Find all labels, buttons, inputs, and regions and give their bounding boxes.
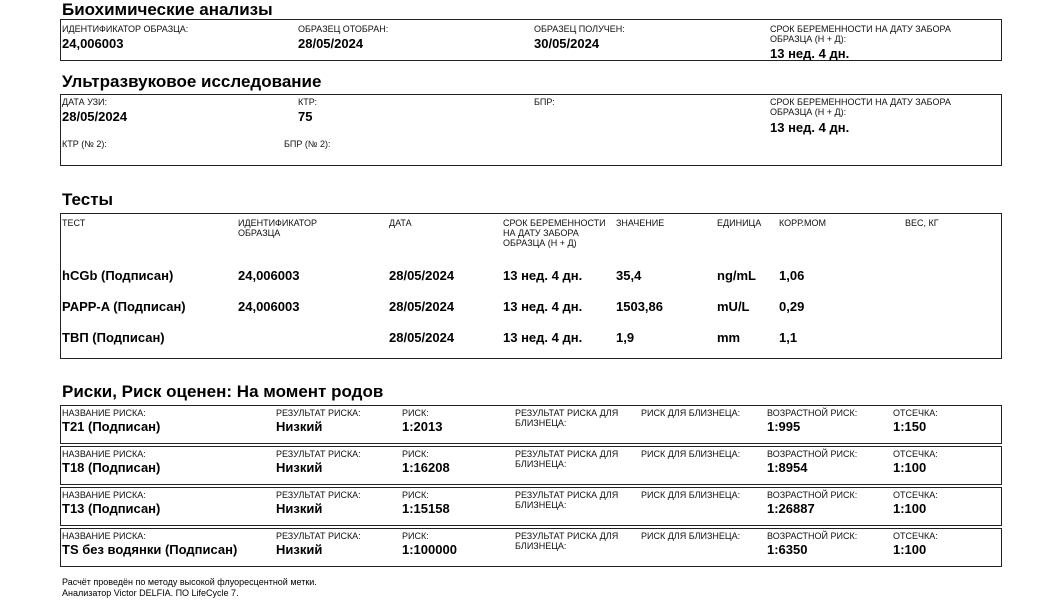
twin-result-label: РЕЗУЛЬТАТ РИСКА ДЛЯ БЛИЗНЕЦА: (515, 449, 619, 469)
th-sample-id: ИДЕНТИФИКАТОР ОБРАЗЦА (238, 218, 317, 238)
age-risk-label: ВОЗРАСТНОЙ РИСК: (767, 490, 858, 500)
risk-result-label: РЕЗУЛЬТАТ РИСКА: (276, 408, 361, 418)
test-mom: 1,06 (779, 268, 805, 283)
footer-analyzer: Анализатор Victor DELFIA. ПО LifeCycle 7. (62, 588, 239, 598)
sample-id-value: 24,006003 (62, 36, 124, 51)
tests-table (60, 213, 1002, 359)
risk-value: 1:2013 (402, 419, 443, 434)
risk-value: 1:15158 (402, 501, 450, 516)
us-date-label: ДАТА УЗИ: (62, 97, 108, 107)
test-date: 28/05/2024 (389, 299, 455, 314)
age-risk-value: 1:26887 (767, 501, 815, 516)
age-risk-value: 1:8954 (767, 460, 808, 475)
age-risk-value: 1:995 (767, 419, 801, 434)
test-sample-id: 24,006003 (238, 268, 300, 283)
twin-risk-label: РИСК ДЛЯ БЛИЗНЕЦА: (641, 408, 741, 418)
risk-row (60, 405, 1002, 444)
risk-result: Низкий (276, 460, 323, 475)
ga-value: 13 нед. 4 дн. (770, 46, 850, 61)
risk-label: РИСК: (402, 408, 429, 418)
twin-result-label: РЕЗУЛЬТАТ РИСКА ДЛЯ БЛИЗНЕЦА: (515, 531, 619, 551)
age-risk-value: 1:6350 (767, 542, 808, 557)
ga-label: СРОК БЕРЕМЕННОСТИ НА ДАТУ ЗАБОРА ОБРАЗЦА (Н + Д): (770, 24, 951, 44)
cutoff-value: 1:100 (893, 542, 927, 557)
age-risk-label: ВОЗРАСТНОЙ РИСК: (767, 531, 858, 541)
cutoff-label: ОТСЕЧКА: (893, 490, 938, 500)
bpr-label: БПР: (534, 97, 555, 107)
us-date-value: 28/05/2024 (62, 109, 128, 124)
risk-name-label: НАЗВАНИЕ РИСКА: (62, 408, 146, 418)
test-date: 28/05/2024 (389, 268, 455, 283)
risk-result-label: РЕЗУЛЬТАТ РИСКА: (276, 449, 361, 459)
twin-result-label: РЕЗУЛЬТАТ РИСКА ДЛЯ БЛИЗНЕЦА: (515, 490, 619, 510)
risk-result-label: РЕЗУЛЬТАТ РИСКА: (276, 490, 361, 500)
test-date: 28/05/2024 (389, 330, 455, 345)
ktr-value: 75 (298, 109, 313, 124)
risk-name-label: НАЗВАНИЕ РИСКА: (62, 449, 146, 459)
twin-result-label: РЕЗУЛЬТАТ РИСКА ДЛЯ БЛИЗНЕЦА: (515, 408, 619, 428)
risk-name: T13 (Подписан) (62, 501, 161, 516)
test-ga: 13 нед. 4 дн. (503, 330, 583, 345)
risk-result-label: РЕЗУЛЬТАТ РИСКА: (276, 531, 361, 541)
test-value: 1,9 (616, 330, 635, 345)
risk-row (60, 528, 1002, 567)
risk-name-label: НАЗВАНИЕ РИСКА: (62, 531, 146, 541)
cutoff-label: ОТСЕЧКА: (893, 531, 938, 541)
biochem-box (60, 19, 1002, 61)
th-weight: ВЕС, КГ (905, 218, 939, 228)
test-unit: mm (717, 330, 741, 345)
risk-result: Низкий (276, 501, 323, 516)
risk-value: 1:100000 (402, 542, 457, 557)
test-value: 35,4 (616, 268, 642, 283)
twin-risk-label: РИСК ДЛЯ БЛИЗНЕЦА: (641, 490, 741, 500)
ktr-label: КТР: (298, 97, 318, 107)
test-ga: 13 нед. 4 дн. (503, 299, 583, 314)
test-unit: ng/mL (717, 268, 756, 283)
risk-label: РИСК: (402, 449, 429, 459)
risk-row (60, 446, 1002, 485)
test-mom: 1,1 (779, 330, 798, 345)
th-unit: ЕДИНИЦА (717, 218, 762, 228)
th-date: ДАТА (389, 218, 412, 228)
ultrasound-title: Ультразвуковое исследование (62, 72, 322, 91)
risks-title: Риски, Риск оценен: На момент родов (62, 382, 384, 401)
risk-value: 1:16208 (402, 460, 450, 475)
ultrasound-box (60, 94, 1002, 166)
sample-id-label: ИДЕНТИФИКАТОР ОБРАЗЦА: (62, 24, 189, 34)
th-value: ЗНАЧЕНИЕ (616, 218, 665, 228)
sample-taken-value: 28/05/2024 (298, 36, 364, 51)
test-sample-id: 24,006003 (238, 299, 300, 314)
th-mom: КОРР.МОМ (779, 218, 826, 228)
risk-name: T21 (Подписан) (62, 419, 161, 434)
cutoff-value: 1:100 (893, 501, 927, 516)
sample-received-label: ОБРАЗЕЦ ПОЛУЧЕН: (534, 24, 625, 34)
cutoff-value: 1:100 (893, 460, 927, 475)
risk-result: Низкий (276, 419, 323, 434)
test-unit: mU/L (717, 299, 750, 314)
age-risk-label: ВОЗРАСТНОЙ РИСК: (767, 408, 858, 418)
twin-risk-label: РИСК ДЛЯ БЛИЗНЕЦА: (641, 531, 741, 541)
risk-row (60, 487, 1002, 526)
age-risk-label: ВОЗРАСТНОЙ РИСК: (767, 449, 858, 459)
cutoff-value: 1:150 (893, 419, 927, 434)
cutoff-label: ОТСЕЧКА: (893, 449, 938, 459)
sample-received-value: 30/05/2024 (534, 36, 600, 51)
risk-name-label: НАЗВАНИЕ РИСКА: (62, 490, 146, 500)
th-ga: СРОК БЕРЕМЕННОСТИ НА ДАТУ ЗАБОРА ОБРАЗЦА (Н + Д) (503, 218, 606, 248)
risk-result: Низкий (276, 542, 323, 557)
th-test: ТЕСТ (62, 218, 86, 228)
test-ga: 13 нед. 4 дн. (503, 268, 583, 283)
risk-name: TS без водянки (Подписан) (62, 542, 238, 557)
bpr2-label: БПР (№ 2): (284, 139, 331, 149)
risk-name: T18 (Подписан) (62, 460, 161, 475)
ktr2-label: КТР (№ 2): (62, 139, 107, 149)
us-ga-label: СРОК БЕРЕМЕННОСТИ НА ДАТУ ЗАБОРА ОБРАЗЦА (Н + Д): (770, 97, 951, 117)
test-name: hCGb (Подписан) (62, 268, 174, 283)
cutoff-label: ОТСЕЧКА: (893, 408, 938, 418)
test-value: 1503,86 (616, 299, 663, 314)
us-ga-value: 13 нед. 4 дн. (770, 120, 850, 135)
risk-label: РИСК: (402, 531, 429, 541)
footer-method: Расчёт проведён по методу высокой флуоресцентной метки. (62, 577, 317, 587)
sample-taken-label: ОБРАЗЕЦ ОТОБРАН: (298, 24, 389, 34)
test-mom: 0,29 (779, 299, 805, 314)
twin-risk-label: РИСК ДЛЯ БЛИЗНЕЦА: (641, 449, 741, 459)
biochem-title: Биохимические анализы (62, 0, 273, 19)
tests-title: Тесты (62, 190, 114, 209)
risk-label: РИСК: (402, 490, 429, 500)
test-name: ТВП (Подписан) (62, 330, 165, 345)
test-name: PAPP-A (Подписан) (62, 299, 186, 314)
